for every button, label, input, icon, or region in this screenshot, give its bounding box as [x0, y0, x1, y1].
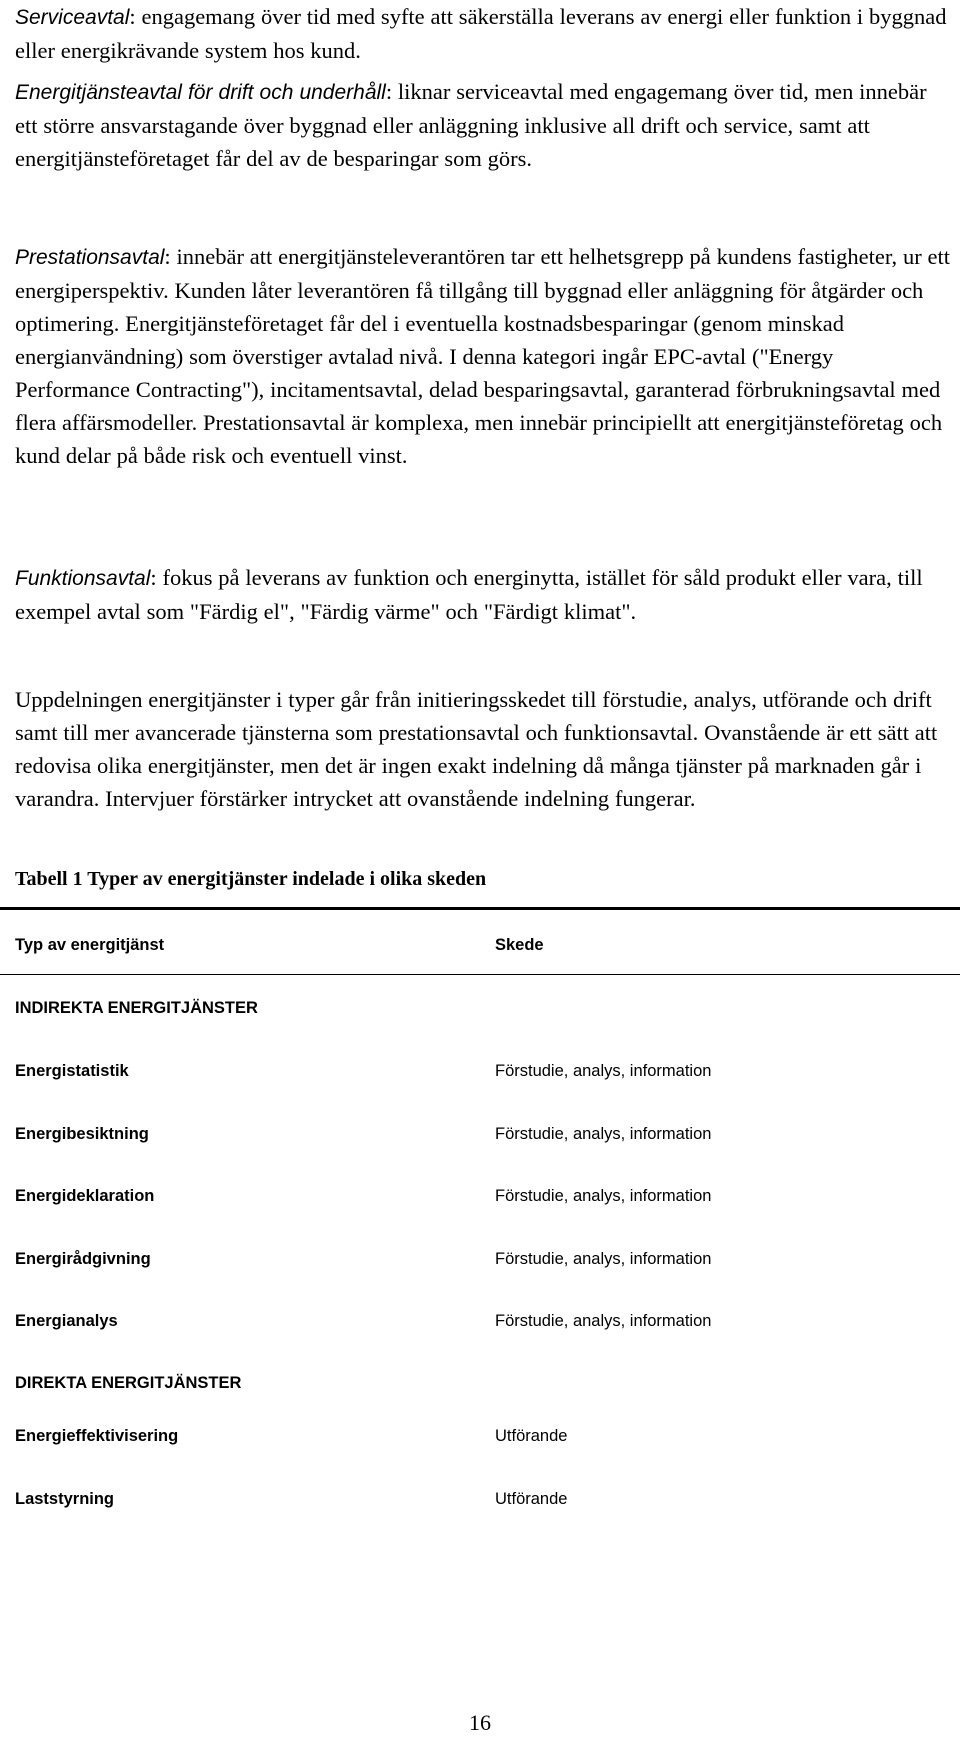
table-row-stage: Förstudie, analys, information — [495, 1187, 712, 1205]
paragraph-text: : engagemang över tid med syfte att säkerställa leverans av energi eller funktion i byggnad eller energikrävande system hos kund. — [15, 4, 947, 63]
paragraph-text: : fokus på leverans av funktion och energinytta, istället för såld produkt eller vara, till exempel avtal som "Färdig el", "Färdig värme" och "Färdigt klimat". — [15, 565, 923, 624]
table-row-stage: Förstudie, analys, information — [495, 1125, 712, 1143]
table-row-stage: Förstudie, analys, information — [495, 1312, 712, 1330]
table-row-type: Energianalys — [15, 1312, 118, 1330]
table-row-stage: Utförande — [495, 1427, 568, 1445]
paragraph-text: : innebär att energitjänsteleverantören tar ett helhetsgrepp på kundens fastigheter, ur ett energiperspektiv. Kunden låter leverantören få tillgång till byggnad eller anläggning för åtgärder och optimering. Energitjänsteföretaget får del i eventuella kostnadsbesparingar (genom minskad energianvändning) som överstiger avtalad nivå. I denna kategori ingår EPC-avtal ("Energy Performance Contracting"), incitamentsavtal, delad besparingsavtal, garanterad förbrukningsavtal med flera affärsmodeller. Prestationsavtal är komplexa, men innebär principiellt att energitjänsteföretag och kund delar på både risk och eventuell vinst. — [15, 244, 951, 468]
table-top-rule — [0, 907, 960, 910]
table-header-rule — [0, 974, 960, 975]
paragraph-serviceavtal — [15, 0, 950, 67]
table-row-type: Energirådgivning — [15, 1250, 151, 1268]
table-section-indirekta: INDIREKTA ENERGITJÄNSTER — [15, 999, 258, 1017]
paragraph-uppdelningen — [15, 683, 950, 815]
paragraph-energitjansteavtal — [15, 75, 950, 175]
table-row-type: Energibesiktning — [15, 1125, 149, 1143]
term-serviceavtal: Serviceavtal — [15, 6, 130, 29]
page-number: 16 — [469, 1710, 491, 1735]
table-row-stage: Förstudie, analys, information — [495, 1062, 712, 1080]
paragraph-text: Uppdelningen energitjänster i typer går från initieringsskedet till förstudie, analys, utförande och drift samt till mer avancerade tjänsterna som prestationsavtal och funktionsavtal. Ovanstående är ett sätt att redovisa olika energitjänster, men det är ingen exakt indelning då många tjänster på marknaden går i varandra. Intervjuer förstärker intrycket att ovanstående indelning fungerar. — [15, 687, 938, 811]
table-row-type: Energieffektivisering — [15, 1427, 179, 1445]
table-header-stage: Skede — [495, 936, 544, 954]
table-row-stage: Utförande — [495, 1490, 568, 1508]
term-funktionsavtal: Funktionsavtal — [15, 567, 151, 590]
table-caption: Tabell 1 Typer av energitjänster indelade i olika skeden — [15, 868, 487, 890]
table-section-direkta: DIREKTA ENERGITJÄNSTER — [15, 1374, 242, 1392]
term-energitjansteavtal: Energitjänsteavtal för drift och underhåll — [15, 81, 386, 104]
term-prestationsavtal: Prestationsavtal — [15, 246, 165, 269]
table-row-stage: Förstudie, analys, information — [495, 1250, 712, 1268]
paragraph-prestationsavtal — [15, 240, 950, 472]
table-row-type: Laststyrning — [15, 1490, 115, 1508]
paragraph-funktionsavtal — [15, 561, 950, 628]
table-row-type: Energideklaration — [15, 1187, 155, 1205]
table-row-type: Energistatistik — [15, 1062, 129, 1080]
paragraph-text: : liknar serviceavtal med engagemang över tid, men innebär ett större ansvarstagande över byggnad eller anläggning inklusive all drift och service, samt att energitjänsteföretaget får del av de besparingar som görs. — [15, 79, 927, 171]
table-header-type: Typ av energitjänst — [15, 936, 165, 954]
